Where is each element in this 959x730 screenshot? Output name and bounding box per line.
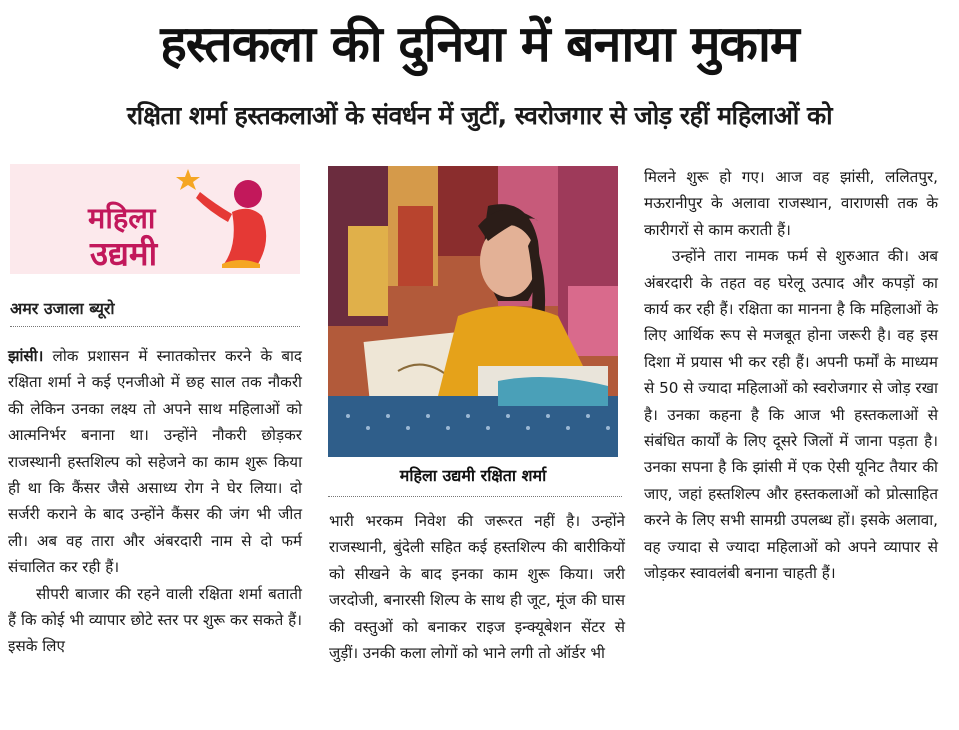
paragraph-5: उन्होंने तारा नामक फर्म से शुरुआत की। अब अंबरदारी के तहत वह घरेलू उत्पाद और कपड़ों का कार्य कर रही हैं। रक्षिता का मानना है कि महिलाओं के लिए आर्थिक रूप से मजबूत होना जरूरी है। वह इस दिशा में प्रयास भी कर रही हैं। अपनी फर्मों के माध्यम से 50 से ज्यादा महिलाओं को स्वरोजगार से जोड़ रखा है। उनका कहना है कि आज भी हस्तकलाओं से संबंधित कार्यों के लिए दूसरे जिलों में जाना पड़ता है। उनका सपना है कि झांसी में एक ऐसी यूनिट तैयार की जाए, जहां हस्तशिल्प और हस्तकलाओं को प्रोत्साहित करने के लिए सभी सामग्री उपलब्ध हों। इसके अलावा, वह ज्यादा से ज्यादा महिलाओं को अपने व्यापार से जोड़कर स्वावलंबी बनाना चाहती हैं। [644, 247, 938, 583]
byline-divider [10, 326, 300, 327]
paragraph-2: सीपरी बाजार की रहने वाली रक्षिता शर्मा बताती हैं कि कोई भी व्यापार छोटे स्तर पर शुरू कर सकते हैं। इसके लिए [8, 584, 302, 656]
logo-line2: उद्यमी [90, 234, 158, 273]
paragraph-4: मिलने शुरू हो गए। आज वह झांसी, ललितपुर, मऊरानीपुर के अलावा राजस्थान, वाराणसी तक के कारीगरों से काम कराती हैं। [644, 168, 938, 239]
mahila-udyami-logo [10, 164, 300, 274]
artisan-photo-illustration [328, 166, 618, 457]
paragraph-3: भारी भरकम निवेश की जरूरत नहीं है। उन्होंने राजस्थानी, बुंदेली सहित कई हस्तशिल्प की बारीकियों को सीखने के बाद इनका काम शुरू किया। जरी जरदोजी, बनारसी शिल्प के साथ ही जूट, मूंज की घास की वस्तुओं को बनाकर राइज इन्क्यूबेशन सेंटर से जुड़ीं। उनकी कला लोगों को भाने लगी तो ऑर्डर भी [329, 512, 625, 663]
caption-divider [328, 496, 622, 497]
article-column-2 [329, 508, 625, 666]
byline: अमर उजाला ब्यूरो [10, 299, 115, 318]
paragraph-1-text: लोक प्रशासन में स्नातकोत्तर करने के बाद रक्षिता शर्मा ने कई एनजीओ में छह साल तक नौकरी की लेकिन उनका लक्ष्य तो अपने साथ महिलाओं को आत्मनिर्भर बनाना था। उन्होंने नौकरी छोड़कर राजस्थानी हस्तशिल्प को सहेजने का काम शुरू किया ही था कि कैंसर जैसे असाध्य रोग ने घेर लिया। दो सर्जरी कराने के बाद उन्होंने कैंसर की जंग भी जीत ली। अब वह तारा और अंबरदारी नाम से दो फर्म संचालित कर रही हैं। [8, 347, 302, 577]
logo-line1: महिला [88, 201, 156, 235]
photo-caption: महिला उद्यमी रक्षिता शर्मा [399, 466, 547, 485]
article-photo [328, 166, 618, 457]
article-column-3 [644, 164, 938, 587]
dateline: झांसी। [8, 347, 44, 365]
subheadline: रक्षिता शर्मा हस्तकलाओं के संवर्धन में जुटीं, स्वरोजगार से जोड़ रहीं महिलाओं को [126, 101, 833, 130]
headline: हस्तकला की दुनिया में बनाया मुकाम [160, 15, 799, 73]
paragraph-1 [8, 343, 302, 581]
article-column-1 [8, 343, 302, 660]
